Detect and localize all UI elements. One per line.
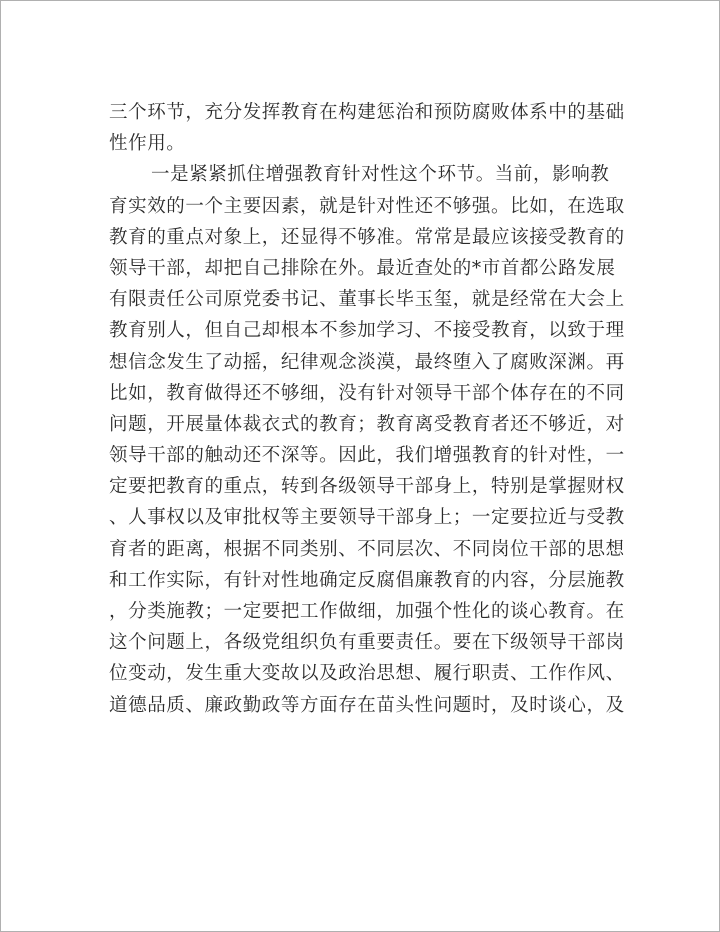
text-line-17: ，分类施教；一定要把工作做细，加强个性化的谈心教育。在: [109, 601, 625, 622]
text-line-9: 想信念发生了动摇，纪律观念淡漠，最终堕入了腐败深渊。再: [109, 351, 625, 373]
text-line-2: 性作用。: [109, 133, 186, 155]
body-text: [109, 97, 625, 721]
text-line-10: 比如，教育做得还不够细，没有针对领导干部个体存在的不同: [109, 382, 625, 404]
text-line-11: 问题，开展量体裁衣式的教育；教育离受教育者还不够近，对: [109, 413, 625, 435]
text-line-6: 领导干部，却把自己排除在外。最近查处的*市首都公路发展: [109, 257, 616, 279]
text-line-13: 定要把教育的重点，转到各级领导干部身上，特别是掌握财权: [109, 476, 625, 498]
text-line-18: 这个问题上，各级党组织负有重要责任。要在下级领导干部岗: [109, 632, 625, 654]
text-line-4: 育实效的一个主要因素，就是针对性还不够强。比如，在选取: [109, 195, 625, 217]
text-line-5: 教育的重点对象上，还显得不够准。常常是最应该接受教育的: [109, 226, 625, 248]
text-line-19: 位变动，发生重大变故以及政治思想、履行职责、工作作风、: [109, 663, 625, 685]
text-line-3: 一是紧紧抓住增强教育针对性这个环节。当前，影响教: [151, 164, 610, 186]
text-line-16: 和工作实际，有针对性地确定反腐倡廉教育的内容，分层施教: [109, 569, 625, 591]
text-line-15: 育者的距离，根据不同类别、不同层次、不同岗位干部的思想: [109, 538, 625, 560]
text-line-12: 领导干部的触动还不深等。因此，我们增强教育的针对性，一: [109, 445, 625, 467]
text-line-8: 教育别人，但自己却根本不参加学习、不接受教育，以致于理: [109, 320, 625, 342]
text-line-7: 有限责任公司原党委书记、董事长毕玉玺，就是经常在大会上: [109, 289, 625, 311]
text-line-20: 道德品质、廉政勤政等方面存在苗头性问题时，及时谈心，及: [109, 694, 625, 716]
text-line-14: 、人事权以及审批权等主要领导干部身上；一定要拉近与受教: [109, 507, 625, 529]
text-line-1: 三个环节，充分发挥教育在构建惩治和预防腐败体系中的基础: [109, 102, 625, 123]
